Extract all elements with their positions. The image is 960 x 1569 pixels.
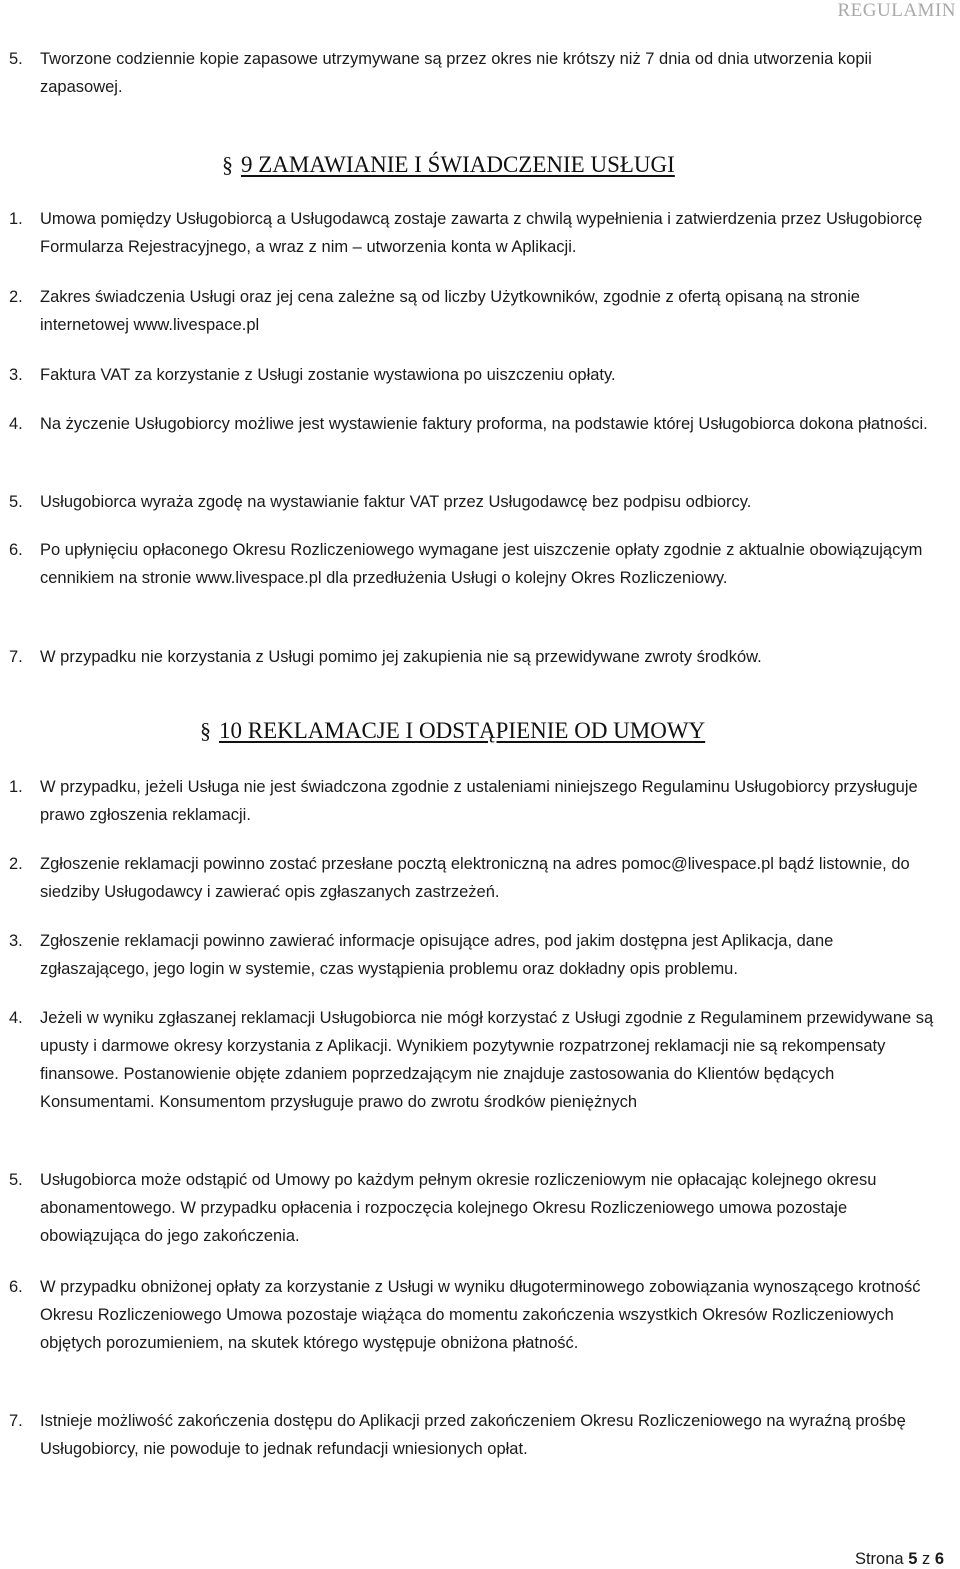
item-text: Na życzenie Usługobiorcy możliwe jest wystawienie faktury proforma, na podstawie której Usługobiorca dokona płatności. — [40, 415, 928, 433]
page-total: 6 — [934, 1550, 944, 1568]
list-item — [9, 1166, 934, 1250]
list-item — [9, 1004, 934, 1116]
list-item — [9, 850, 934, 906]
item-number: 1. — [9, 778, 23, 796]
page-number — [855, 1550, 944, 1569]
list-item — [9, 927, 934, 983]
page-current: 5 — [908, 1550, 918, 1568]
item-number: 2. — [9, 855, 23, 873]
list-item — [9, 361, 934, 389]
running-header: REGULAMIN — [837, 0, 956, 21]
item-number: 6. — [9, 541, 23, 559]
item-number: 4. — [9, 415, 23, 433]
item-number: 7. — [9, 1412, 23, 1430]
item-number: 5. — [9, 1171, 23, 1189]
item-text: Umowa pomiędzy Usługobiorcą a Usługodawcą zostaje zawarta z chwilą wypełnienia i zatwierdzenia przez Usługobiorcę Formularza Rejestracyjnego, a wraz z nim – utworzenia konta w Aplikacji. — [40, 210, 923, 256]
section-marker: § — [222, 152, 233, 177]
section-marker: § — [200, 718, 211, 743]
list-item — [9, 536, 934, 592]
item-text: Zakres świadczenia Usługi oraz jej cena zależne są od liczby Użytkowników, zgodnie z ofertą opisaną na stronie internetowej www.livespace.pl — [40, 288, 860, 334]
section-title: 10 REKLAMACJE I ODSTĄPIENIE OD UMOWY — [219, 718, 706, 743]
item-text: Usługobiorca wyraża zgodę na wystawianie faktur VAT przez Usługodawcę bez podpisu odbiorcy. — [40, 493, 752, 511]
item-number: 5. — [9, 50, 23, 68]
section-title: 9 ZAMAWIANIE I ŚWIADCZENIE USŁUGI — [241, 152, 675, 177]
list-item — [9, 205, 934, 261]
item-text: Tworzone codziennie kopie zapasowe utrzymywane są przez okres nie krótszy niż 7 dnia od dnia utworzenia kopii zapasowej. — [40, 50, 872, 96]
item-text: W przypadku obniżonej opłaty za korzystanie z Usługi w wyniku długoterminowego zobowiązania wynoszącego krotność Okresu Rozliczeniowego Umowa pozostaje wiążąca do momentu zakończenia wszystkich Okresów Rozliczeniowych objętych porozumieniem, na skutek którego występuje obniżona płatność. — [40, 1278, 921, 1352]
list-item — [9, 488, 934, 516]
item-text: Zgłoszenie reklamacji powinno zostać przesłane pocztą elektroniczną na adres pomoc@livespace.pl bądź listownie, do siedziby Usługodawcy i zawierać opis zgłaszanych zastrzeżeń. — [40, 855, 910, 901]
list-item — [9, 773, 934, 829]
item-number: 3. — [9, 932, 23, 950]
list-item — [9, 1273, 934, 1357]
page-label: Strona — [854, 1550, 904, 1568]
list-item — [9, 283, 934, 339]
item-text: Jeżeli w wyniku zgłaszanej reklamacji Usługobiorca nie mógł korzystać z Usługi zgodnie z Regulaminem przewidywane są upusty i darmowe okresy korzystania z Aplikacji. Wynikiem pozytywnie rozpatrzonej reklamacji nie są rekompensaty finansowe. Postanowienie objęte zdaniem poprzedzającym nie znajduje zastosowania do Klientów będących Konsumentami. Konsumentom przysługuje prawo do zwrotu środków pieniężnych — [40, 1009, 934, 1111]
item-number: 6. — [9, 1278, 23, 1296]
item-text: W przypadku nie korzystania z Usługi pomimo jej zakupienia nie są przewidywane zwroty środków. — [40, 648, 762, 666]
item-text: Usługobiorca może odstąpić od Umowy po każdym pełnym okresie rozliczeniowym nie opłacając kolejnego okresu abonamentowego. W przypadku opłacenia i rozpoczęcia kolejnego Okresu Rozliczeniowego umowa pozostaje obowiązująca do jego zakończenia. — [40, 1171, 877, 1245]
item-number: 3. — [9, 366, 23, 384]
item-number: 5. — [9, 493, 23, 511]
list-item — [9, 1407, 934, 1463]
item-number: 1. — [9, 210, 23, 228]
list-item — [9, 45, 934, 101]
item-text: W przypadku, jeżeli Usługa nie jest świadczona zgodnie z ustaleniami niniejszego Regulaminu Usługobiorcy przysługuje prawo zgłoszenia reklamacji. — [40, 778, 918, 824]
section-heading-9 — [222, 152, 675, 178]
list-item — [9, 410, 934, 438]
item-text: Istnieje możliwość zakończenia dostępu do Aplikacji przed zakończeniem Okresu Rozliczeniowego na wyraźną prośbę Usługobiorcy, nie powoduje to jednak refundacji wniesionych opłat. — [40, 1412, 906, 1458]
item-number: 7. — [9, 648, 23, 666]
list-item — [9, 643, 934, 671]
item-number: 2. — [9, 288, 23, 306]
section-heading-10 — [200, 718, 705, 744]
item-number: 4. — [9, 1009, 23, 1027]
item-text: Faktura VAT za korzystanie z Usługi zostanie wystawiona po uiszczeniu opłaty. — [40, 366, 616, 384]
item-text: Zgłoszenie reklamacji powinno zawierać informacje opisujące adres, pod jakim dostępna jest Aplikacja, dane zgłaszającego, jego login w systemie, czas wystąpienia problemu oraz dokładny opis problemu. — [40, 932, 834, 978]
item-text: Po upłynięciu opłaconego Okresu Rozliczeniowego wymagane jest uiszczenie opłaty zgodnie z aktualnie obowiązującym cennikiem na stronie www.livespace.pl dla przedłużenia Usługi o kolejny Okres Rozliczeniowy. — [40, 541, 923, 587]
page-sep: z — [921, 1550, 931, 1568]
